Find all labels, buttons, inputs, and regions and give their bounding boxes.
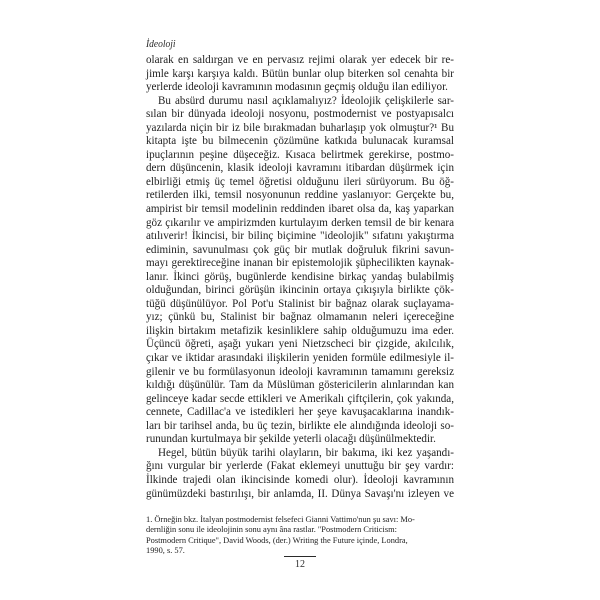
text-line: ları bir tarihsel anda, bu üç tezin, birlikte ele alındığında ideoloji so- bbox=[146, 419, 454, 432]
footnote-line: Postmodern Critique", David Woods, (der.) Writing the Future içinde, Londra, bbox=[146, 535, 408, 545]
text-line: kıldığı düşünülür. Tam da Müslüman göstericilerin alınlarından kan bbox=[146, 379, 454, 392]
folio-rule bbox=[284, 556, 316, 557]
text-line: Üçüncü öğreti, aşağı yukarı yeni Nietzscheci bir çizgide, akılcılık, bbox=[146, 338, 454, 351]
text-line: Bu absürd durumu nasıl açıklamalıyız? İdeolojik çelişkilerle sar- bbox=[158, 94, 454, 107]
text-line: ediminin, savunulması çok güç bir mutlak doğruluk fikrini savun- bbox=[146, 243, 454, 256]
paragraph bbox=[146, 447, 454, 501]
running-head: İdeoloji bbox=[146, 39, 176, 51]
text-line: elbirliği etmiş üç temel öğretisi olduğunu ileri sürüyorum. Bu öğ- bbox=[146, 175, 454, 188]
text-line: tüğü düşünülüyor. Pol Pot'u Stalinist bir bağnaz olarak suçlayama- bbox=[146, 297, 454, 310]
text-line: çıkar ve iktidar arasındaki ilişkilerin yeniden formüle edilmesiyle il- bbox=[146, 352, 454, 365]
text-line: dern düşüncenin, klasik ideoloji kavramını itibardan düşürmek için bbox=[146, 162, 454, 175]
folio-block bbox=[280, 556, 320, 570]
footnote-line: 1990, s. 57. bbox=[146, 546, 185, 556]
text-line: gilenir ve bu formülasyonun ideoloji kavramının tamamını gereksiz bbox=[146, 365, 454, 378]
text-line: atılıverir! İkincisi, bir bilinç biçimine "ideolojik" sıfatını yakıştırma bbox=[146, 230, 454, 243]
text-line: yerlerde ideoloji kavramının modasının geçmiş olduğu ilan ediliyor. bbox=[146, 81, 448, 94]
text-line: yız; çünkü bu, Stalinist bir bağnaz olmamanın neleri içereceğine bbox=[146, 311, 454, 324]
text-line: olduğundan, birinci görüşün ikincinin ortaya çıkışıyla birlikte çök- bbox=[146, 284, 454, 297]
text-line: lanır. İkinci görüş, bugünlerde kendisine birkaç yandaş bulabilmiş bbox=[146, 270, 454, 283]
text-line: Hegel, bütün büyük tarihi olayların, bir bakıma, iki kez yaşandı- bbox=[158, 446, 454, 459]
page-number: 12 bbox=[295, 559, 305, 570]
text-line: cennete, Cadillac'a ve istedikleri her şeye kavuşacaklarına inandık- bbox=[146, 406, 454, 419]
text-line: kitapta işte bu bilmecenin çözümüne katkıda bulunacak kuramsal bbox=[146, 135, 454, 148]
text-line: retilerden ilki, temsil nosyonunun reddine yaslanıyor: Gerçekte bu, bbox=[146, 189, 454, 202]
text-line: jimle karşı karşıya kaldı. Bütün bunlar olup biterken sol cenahta bir bbox=[146, 67, 454, 80]
text-line: ilişkin birtakım metafizik kesinliklere sahip olduğumuzu ima eder. bbox=[146, 324, 454, 337]
paragraph bbox=[146, 54, 454, 95]
text-line: İlkinde trajedi olan ikincisinde komedi olur). İdeoloji kavramının bbox=[146, 473, 454, 486]
paragraph bbox=[146, 95, 454, 447]
footnotes bbox=[146, 515, 454, 557]
text-line: mayı gerektireceğine inanan bir epistemolojik şüphecilikten kaynak- bbox=[146, 257, 454, 270]
text-line: ğını vurgular bir yerlerde (Fakat eklemeyi unuttuğu bir şey vardır: bbox=[146, 460, 454, 473]
text-line: gelinceye kadar secde ettikleri ve Amerikalı çiftçilerin, çok yakında, bbox=[146, 392, 454, 405]
text-line: göz çıkarılır ve ampirizmden kurtulayım derken temsil de bir kenara bbox=[146, 216, 454, 229]
text-line: runundan kurtulmaya bir şekilde yeterli olacağı düşünülmektedir. bbox=[146, 433, 436, 446]
text-line: yazılarda niçin bir iz bile bırakmadan buharlaşıp yok olmuştur?¹ Bu bbox=[146, 121, 454, 134]
footnote-line: 1. Örneğin bkz. İtalyan postmodernist felsefeci Gianni Vattimo'nun şu savı: Mo- bbox=[146, 515, 415, 524]
text-line: ampirist bir temsil modelinin reddinden ibaret olsa da, kaş yaparkan bbox=[146, 203, 454, 216]
text-line: günümüzdeki bastırılışı, bir anlamda, II. Dünya Savaşı'nı izleyen ve bbox=[146, 487, 454, 500]
text-line: olarak en saldırgan ve en pervasız rejimi olarak yer edecek bir re- bbox=[146, 54, 454, 66]
body-text bbox=[146, 54, 454, 501]
footnote-line: dernliğin sonu ile ideolojinin sonu aynı âna rastlar. "Postmodern Criticism: bbox=[146, 525, 397, 535]
text-line: ipuçlarının peşine düşeceğiz. Kısaca belirtmek gerekirse, postmo- bbox=[146, 148, 454, 161]
text-line: sılan bir dünyada ideoloji nosyonu, postmodernist ve postyapısalcı bbox=[146, 108, 454, 121]
